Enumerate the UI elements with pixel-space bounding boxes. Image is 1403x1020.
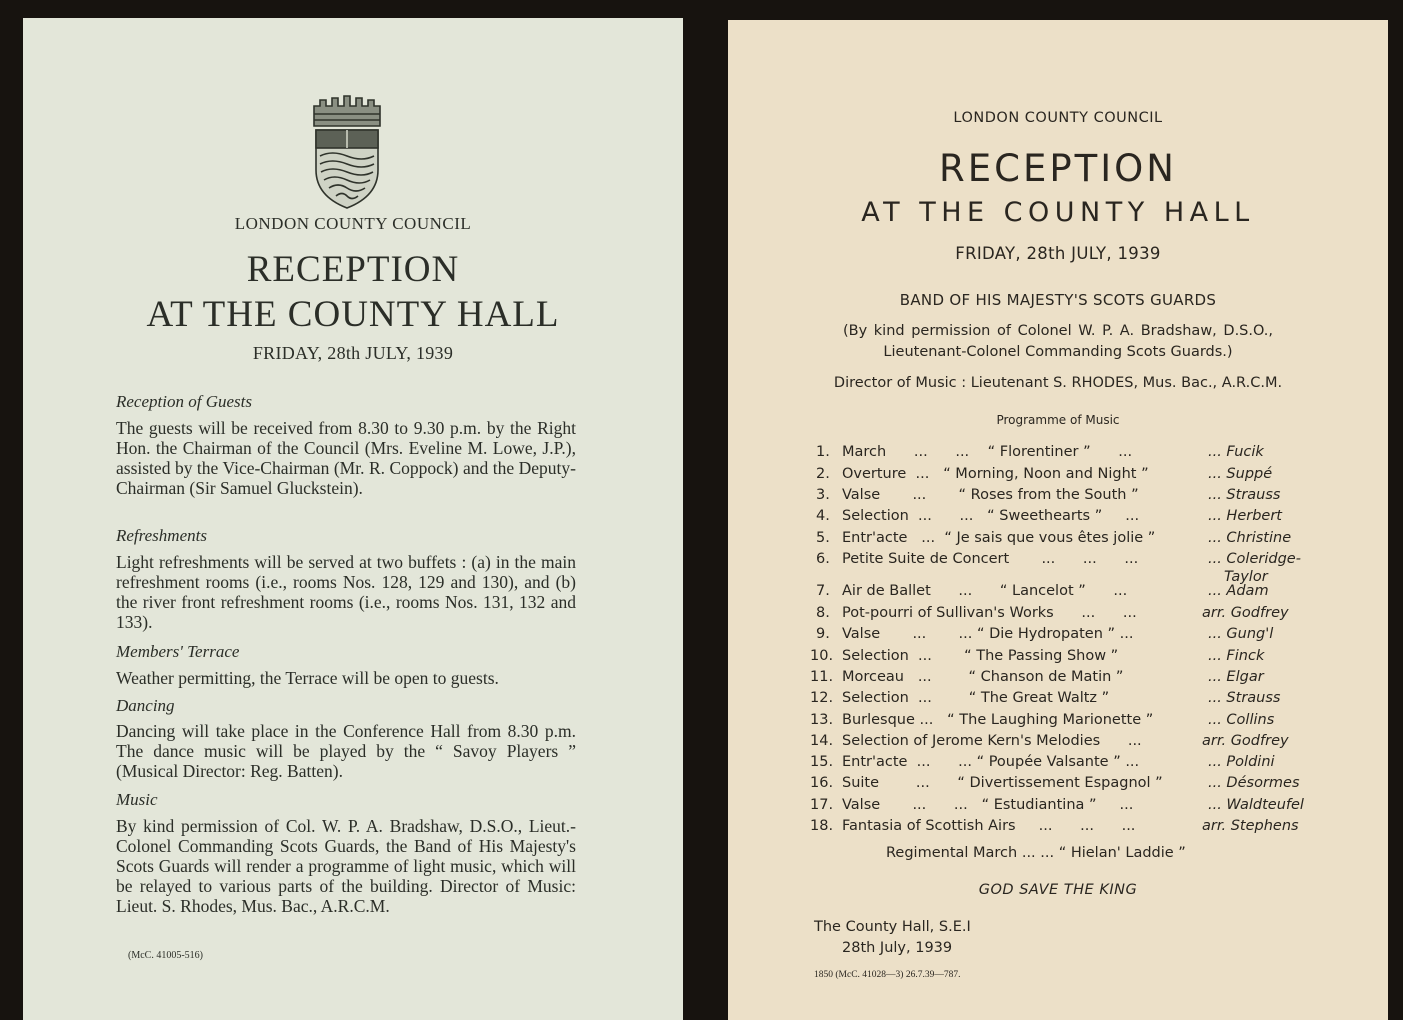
programme-item-title: Valse ... “ Roses from the South ” — [842, 487, 1139, 503]
programme-item-title: March ... ... “ Florentiner ” ... — [842, 444, 1133, 460]
programme-item-number: 15. — [810, 754, 834, 770]
section-text-reception: The guests will be received from 8.30 to 9.30 p.m. by the Right Hon. the Chairman of the Council (Mrs. Eveline M. Lowe, J.P.), assisted by the Vice-Chairman (Mr. R. Coppock) and the Deputy-Chairman (Sir Samuel Gluckstein). — [116, 418, 576, 498]
regimental-march: Regimental March ... ... “ Hielan' Laddie ” — [886, 845, 1186, 861]
programme-item — [810, 754, 1314, 775]
programme-item-composer: ... Strauss — [1208, 487, 1281, 503]
permission-line-2: Lieutenant-Colonel Commanding Scots Guards.) — [883, 344, 1233, 360]
programme-item-composer: arr. Stephens — [1202, 818, 1299, 834]
section-text-terrace: Weather permitting, the Terrace will be open to guests. — [116, 668, 499, 688]
programme-item-title: Entr'acte ... ... “ Poupée Valsante ” ... — [842, 754, 1140, 770]
programme-item-number: 2. — [816, 466, 830, 482]
god-save-the-king: GOD SAVE THE KING — [978, 882, 1138, 898]
band-name: BAND OF HIS MAJESTY'S SCOTS GUARDS — [899, 291, 1217, 309]
section-heading-dancing: Dancing — [116, 696, 175, 715]
county-hall-title: AT THE COUNTY HALL — [861, 197, 1255, 228]
programme-item-composer: ... Fucik — [1208, 444, 1264, 460]
programme-item-number: 14. — [810, 733, 834, 749]
programme-item — [810, 648, 1314, 669]
section-heading-terrace: Members' Terrace — [116, 642, 240, 661]
council-name: LONDON COUNTY COUNCIL — [953, 110, 1163, 126]
programme-item-composer: ... Strauss — [1208, 690, 1281, 706]
programme-title: Programme of Music — [996, 413, 1120, 427]
county-hall-title: AT THE COUNTY HALL — [146, 294, 560, 335]
programme-item-title: Overture ... “ Morning, Noon and Night ” — [842, 466, 1149, 482]
print-reference: 1850 (McC. 41028—3) 26.7.39—787. — [814, 970, 961, 980]
programme-item-title: Selection of Jerome Kern's Melodies ... — [842, 733, 1142, 749]
reception-title: RECEPTION — [939, 147, 1177, 190]
programme-item-title: Entr'acte ... “ Je sais que vous êtes jolie ” — [842, 530, 1156, 546]
programme-item-title: Selection ... ... “ Sweethearts ” ... — [842, 508, 1140, 524]
programme-item — [810, 733, 1314, 754]
programme-item — [814, 487, 1314, 508]
programme-item-composer: ... Désormes — [1208, 775, 1300, 791]
left-programme-sheet — [23, 18, 683, 1020]
programme-item-composer: ... Poldini — [1208, 754, 1275, 770]
programme-item — [810, 669, 1314, 690]
venue-address: The County Hall, S.E.I — [814, 919, 971, 935]
section-text-music: By kind permission of Col. W. P. A. Bradshaw, D.S.O., Lieut.-Colonel Commanding Scots Guards, the Band of His Majesty's Scots Guards will render a programme of light music, which will be relayed to various parts of the building. Director of Music: Lieut. S. Rhodes, Mus. Bac., A.R.C.M. — [116, 816, 576, 916]
programme-item — [814, 444, 1314, 465]
programme-item — [814, 583, 1314, 604]
programme-item-composer: ... Christine — [1208, 530, 1292, 546]
programme-item — [810, 690, 1314, 711]
programme-item-title: Air de Ballet ... “ Lancelot ” ... — [842, 583, 1128, 599]
event-date: FRIDAY, 28th JULY, 1939 — [955, 244, 1161, 263]
programme-item — [810, 818, 1314, 839]
programme-item — [814, 508, 1314, 529]
programme-item-title: Petite Suite de Concert ... ... ... — [842, 551, 1139, 567]
programme-item — [814, 605, 1314, 626]
section-heading-refreshments: Refreshments — [116, 526, 207, 545]
council-name: LONDON COUNTY COUNCIL — [234, 214, 472, 233]
council-crest-icon — [308, 92, 386, 212]
programme-item-number: 12. — [810, 690, 834, 706]
programme-item — [810, 712, 1314, 733]
programme-item-title: Morceau ... “ Chanson de Matin ” — [842, 669, 1124, 685]
section-heading-reception: Reception of Guests — [116, 392, 252, 411]
programme-item-composer: ... Waldteufel — [1208, 797, 1304, 813]
programme-item-title: Suite ... “ Divertissement Espagnol ” — [842, 775, 1163, 791]
event-date: FRIDAY, 28th JULY, 1939 — [252, 343, 454, 363]
print-reference: (McC. 41005-516) — [128, 950, 203, 961]
reception-title: RECEPTION — [246, 249, 460, 290]
programme-item-number: 10. — [810, 648, 834, 664]
programme-item — [814, 466, 1314, 487]
programme-item-number: 5. — [816, 530, 830, 546]
section-heading-music: Music — [116, 790, 158, 809]
programme-item-composer: ... Herbert — [1208, 508, 1282, 524]
programme-item-title: Pot-pourri of Sullivan's Works ... ... — [842, 605, 1137, 621]
programme-item-title: Fantasia of Scottish Airs ... ... ... — [842, 818, 1136, 834]
programme-item-number: 16. — [810, 775, 834, 791]
programme-item-composer: ... Finck — [1208, 648, 1265, 664]
programme-item — [814, 530, 1314, 551]
programme-item — [810, 797, 1314, 818]
programme-item-title: Valse ... ... “ Estudiantina ” ... — [842, 797, 1134, 813]
programme-item-composer: ... Gung'l — [1208, 626, 1274, 642]
programme-item-number: 7. — [816, 583, 830, 599]
programme-item-number: 6. — [816, 551, 830, 567]
programme-item-number: 3. — [816, 487, 830, 503]
programme-item-number: 13. — [810, 712, 834, 728]
programme-item — [810, 775, 1314, 796]
programme-item-title: Selection ... “ The Passing Show ” — [842, 648, 1119, 664]
venue-date: 28th July, 1939 — [842, 940, 953, 956]
programme-item-number: 4. — [816, 508, 830, 524]
programme-item-composer: arr. Godfrey — [1202, 605, 1289, 621]
programme-item-number: 18. — [810, 818, 834, 834]
programme-item-number: 1. — [816, 444, 830, 460]
director-of-music: Director of Music : Lieutenant S. RHODES, Mus. Bac., A.R.C.M. — [833, 375, 1283, 391]
programme-item-composer: ... Suppé — [1208, 466, 1273, 482]
programme-item-title: Burlesque ... “ The Laughing Marionette ” — [842, 712, 1154, 728]
programme-composer-continuation: Taylor — [1224, 569, 1268, 585]
programme-item-composer: ... Adam — [1208, 583, 1269, 599]
programme-item-composer: arr. Godfrey — [1202, 733, 1289, 749]
section-text-dancing: Dancing will take place in the Conference Hall from 8.30 p.m. The dance music will be played by the “ Savoy Players ” (Musical Director: Reg. Batten). — [116, 721, 576, 781]
programme-item-title: Selection ... “ The Great Waltz ” — [842, 690, 1110, 706]
programme-item-number: 9. — [816, 626, 830, 642]
section-text-refreshments: Light refreshments will be served at two buffets : (a) in the main refreshment rooms (i.e., rooms Nos. 128, 129 and 130), and (b) the river front refreshment rooms (i.e., rooms Nos. 131, 132 and 133). — [116, 552, 576, 632]
programme-item — [814, 626, 1314, 647]
right-programme-sheet — [728, 20, 1388, 1020]
programme-item-composer: ... Elgar — [1208, 669, 1264, 685]
programme-item-composer: ... Coleridge- — [1208, 551, 1301, 567]
programme-item-composer: ... Collins — [1208, 712, 1275, 728]
permission-line-1: (By kind permission of Colonel W. P. A. Bradshaw, D.S.O., — [842, 323, 1274, 339]
programme-item-title: Valse ... ... “ Die Hydropaten ” ... — [842, 626, 1134, 642]
programme-item-number: 8. — [816, 605, 830, 621]
programme-item-number: 17. — [810, 797, 834, 813]
programme-item-number: 11. — [810, 669, 834, 685]
